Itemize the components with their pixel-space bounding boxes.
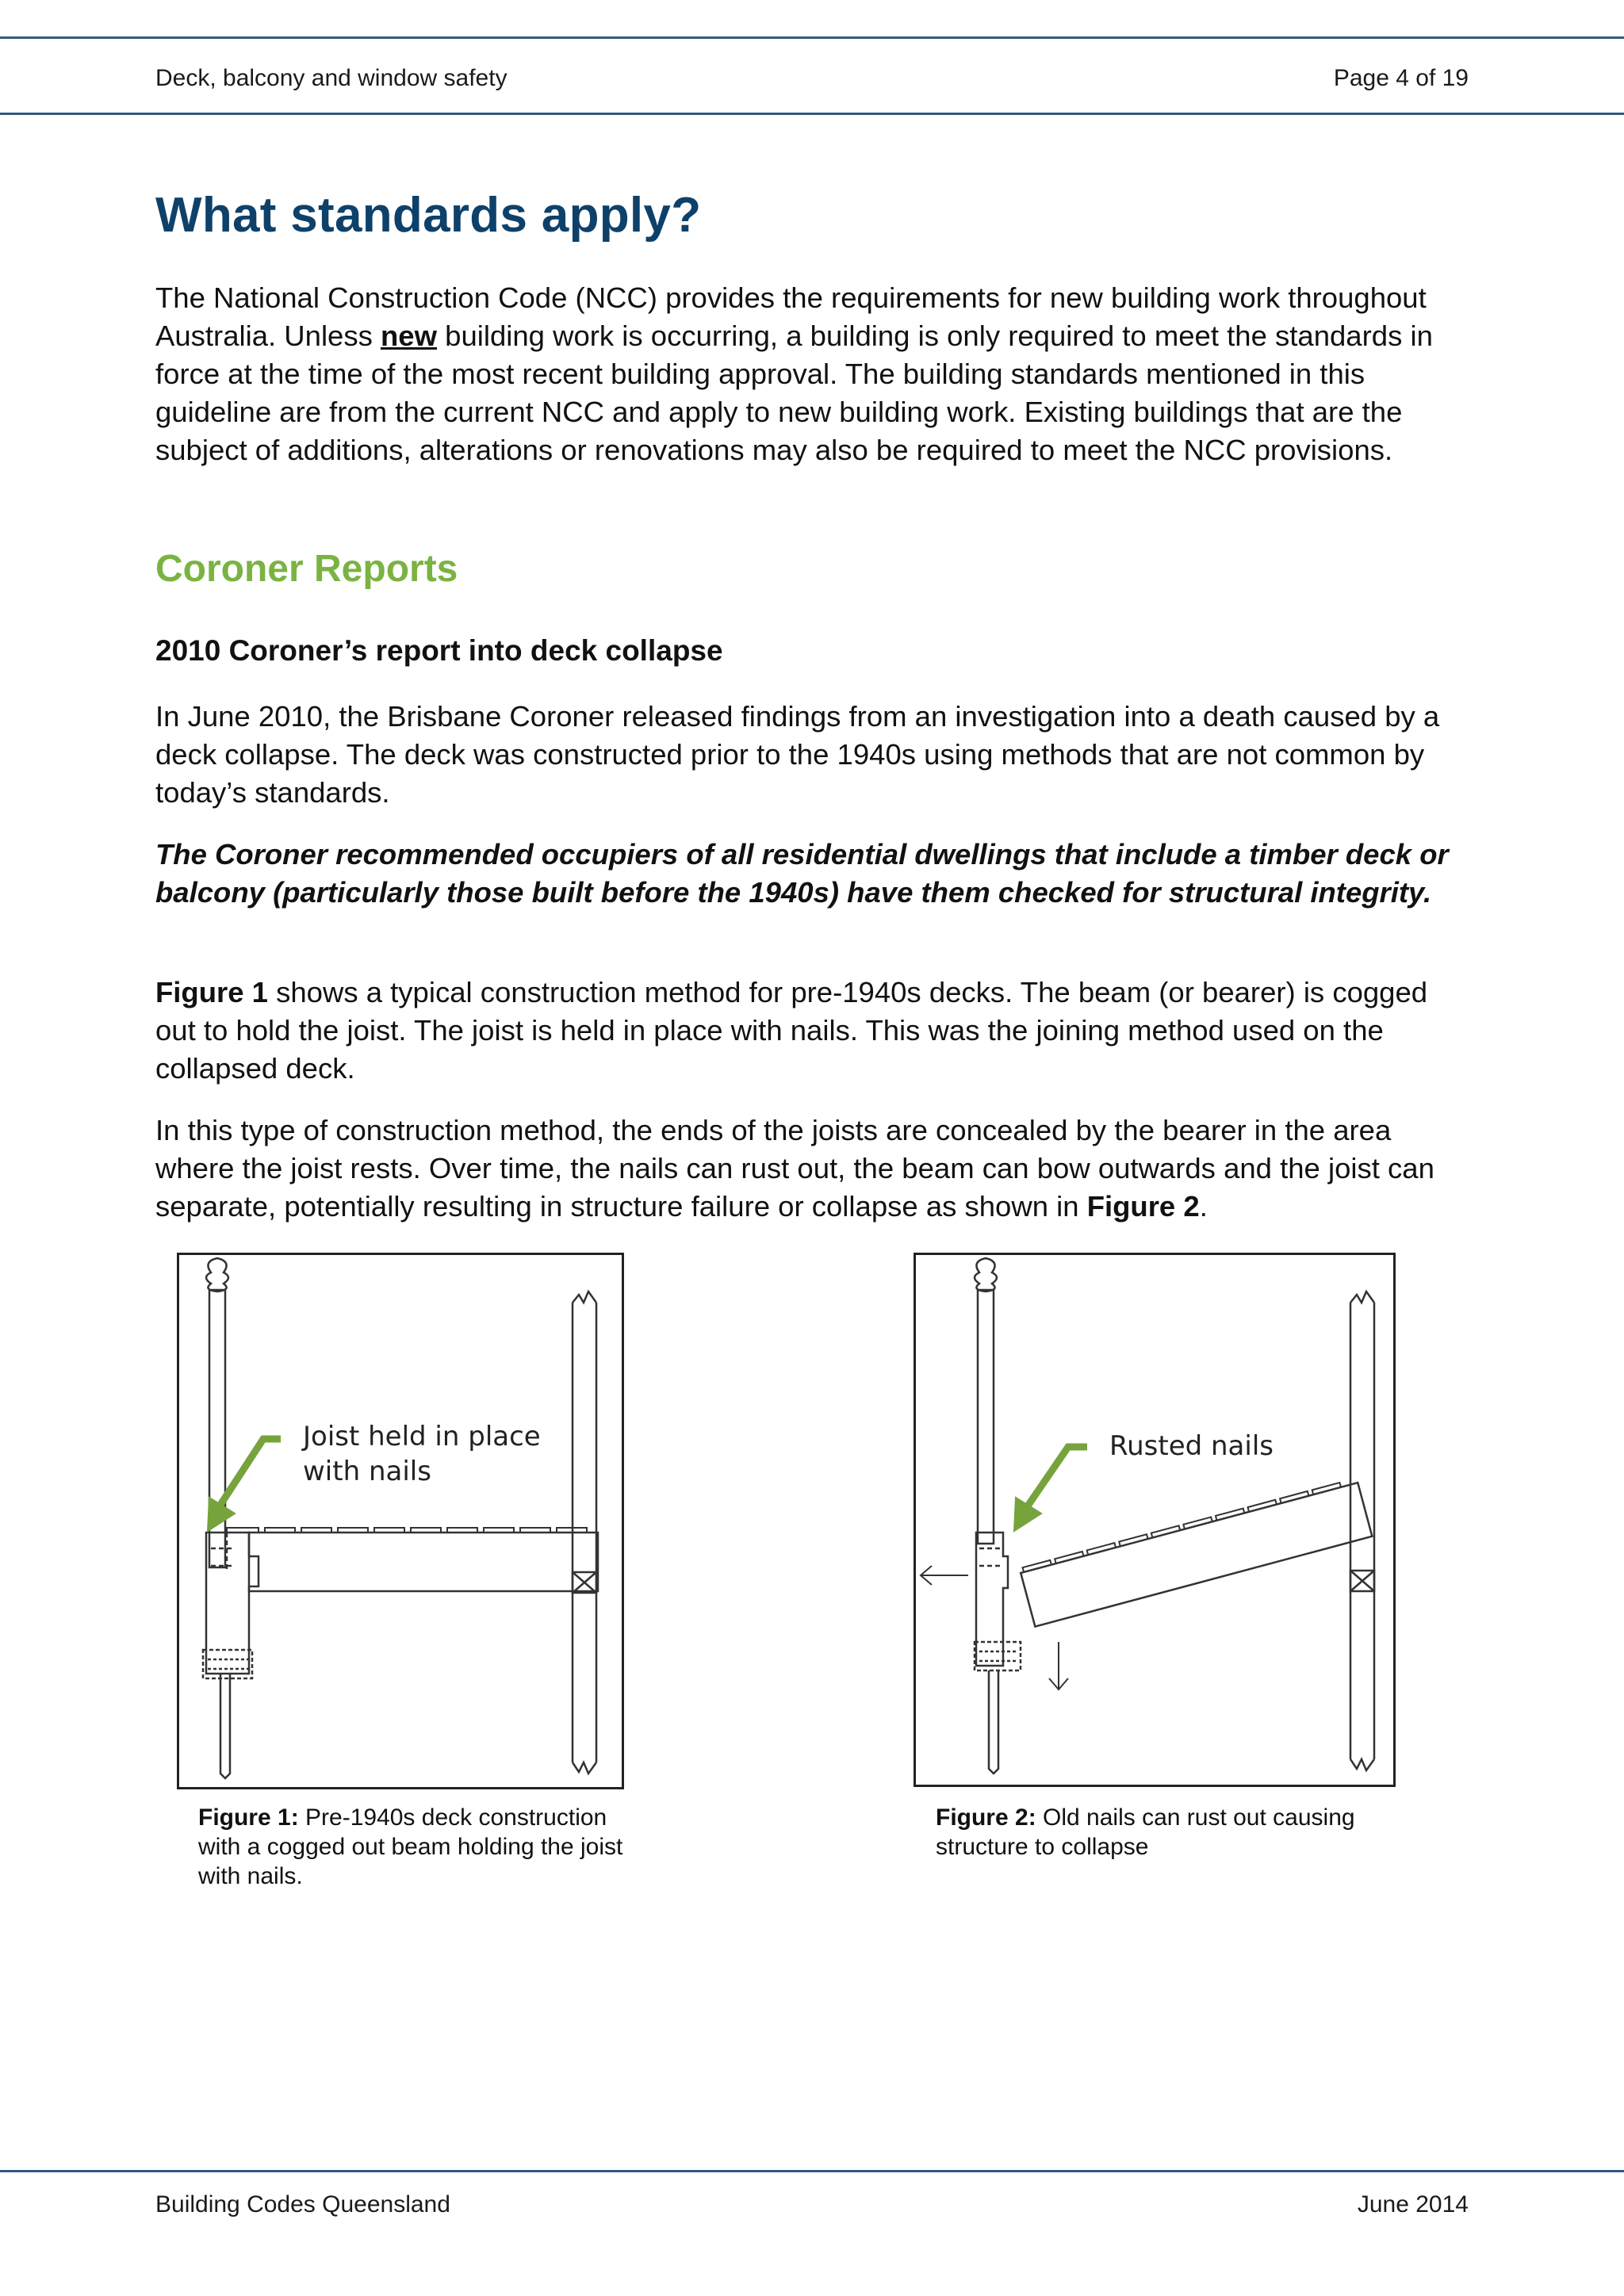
- figure-2-diagram: [914, 1253, 1396, 1787]
- post-finial: [975, 1258, 997, 1292]
- paragraph-4-end: .: [1199, 1190, 1208, 1223]
- figure-1-caption: [198, 1803, 642, 1891]
- outward-arrow: [921, 1566, 968, 1585]
- label-arrow: [1027, 1447, 1087, 1507]
- figure-1-label-line-2: with nails: [303, 1456, 431, 1487]
- paragraph-3-text: shows a typical construction method for pre-1940s decks. The beam (or bearer) is cogged out to hold the joist. The joist is held in place with nails. This was the joining method used on the collapsed deck.: [155, 976, 1428, 1085]
- coroner-report-subheading: 2010 Coroner’s report into deck collapse: [155, 634, 723, 667]
- coroner-recommendation: The Coroner recommended occupiers of all residential dwellings that include a timber deck or balcony (particularly those built before the 1940s) have them checked for structural integrity.: [155, 838, 1449, 909]
- coroner-paragraph-1: In June 2010, the Brisbane Coroner released findings from an investigation into a death caused by a deck collapse. The deck was constructed prior to the 1940s using methods that are not common by today’s standards.: [155, 700, 1440, 809]
- cogged-beam: [206, 1533, 259, 1674]
- paragraph-4-text: In this type of construction method, the ends of the joists are concealed by the bearer in the area where the joist rests. Over time, the nails can rust out, the beam can bow outwards and the joist can separate, potentially resulting in structure failure or collapse as shown in: [155, 1114, 1434, 1223]
- header-top-rule: [0, 36, 1624, 39]
- coroner-reports-heading: Coroner Reports: [155, 548, 458, 590]
- figure-2-reference: Figure 2: [1086, 1190, 1200, 1223]
- figure-1-label-line-1: Joist held in place: [303, 1421, 541, 1452]
- footer-rule: [0, 2170, 1624, 2172]
- figure-2-label: Rusted nails: [1109, 1430, 1274, 1462]
- footer-organisation: Building Codes Queensland: [155, 2191, 450, 2218]
- joist: [1020, 1478, 1373, 1626]
- figure-1-caption-text: Pre-1940s deck construction with a cogged out beam holding the joist with nails.: [198, 1804, 623, 1889]
- intro-paragraph: [155, 279, 1475, 469]
- intro-emphasis-new: new: [381, 320, 437, 352]
- cogged-beam: [976, 1533, 1008, 1666]
- downward-arrow: [1049, 1642, 1068, 1689]
- figure-1-diagram: [177, 1253, 624, 1789]
- footer-date: June 2014: [1357, 2191, 1469, 2218]
- left-post: [978, 1290, 994, 1544]
- joist: [249, 1533, 598, 1591]
- coroner-paragraph-4: [155, 1112, 1475, 1226]
- coroner-paragraph-3: [155, 974, 1475, 1088]
- intro-text-end: building work is occurring, a building is only required to meet the standards in force at the time of the most recent building approval. The building standards mentioned in this guideline are from the current NCC and apply to new building work. Existing buildings that are the subject of additions, alterations or renovations may also be required to meet the NCC provisions.: [155, 320, 1433, 466]
- header-page-number: Page 4 of 19: [1333, 65, 1469, 91]
- label-arrow: [219, 1439, 281, 1507]
- intro-text-start: The National Construction Code (NCC) provides the requirements for new building work throughout Australia. Unless: [155, 281, 1427, 352]
- figure-1-reference: Figure 1: [155, 976, 268, 1008]
- figure-2-caption-label: Figure 2:: [936, 1804, 1036, 1831]
- figure-2-caption: [936, 1803, 1380, 1862]
- post-finial: [206, 1258, 228, 1292]
- page-title: What standards apply?: [155, 188, 702, 243]
- figure-2-caption-text: Old nails can rust out causing structure to collapse: [936, 1804, 1355, 1860]
- header-bottom-rule: [0, 113, 1624, 115]
- header-doc-title: Deck, balcony and window safety: [155, 65, 508, 91]
- figure-1-caption-label: Figure 1:: [198, 1804, 299, 1831]
